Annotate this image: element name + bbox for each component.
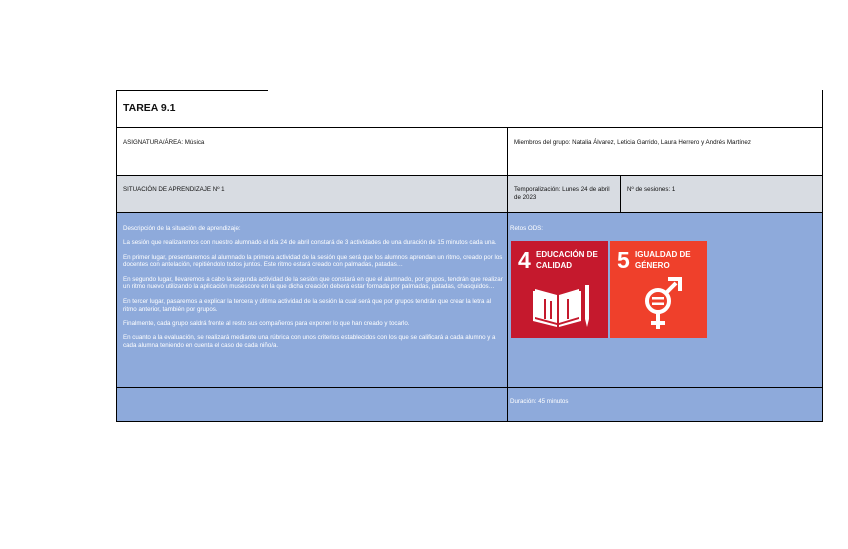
subject-label: ASIGNATURA/ÁREA: Música xyxy=(123,139,205,146)
duration-row xyxy=(116,387,822,421)
situation-label: SITUACIÓN DE APRENDIZAJE Nº 1 xyxy=(123,186,225,193)
grid-line xyxy=(116,212,823,213)
grid-line xyxy=(116,387,823,388)
sdg-4-title: EDUCACIÓN DE CALIDAD xyxy=(536,250,598,270)
title-top-rule xyxy=(116,90,268,91)
description-paragraph: En tercer lugar, pasaremos a explicar la tercera y última actividad de la sesión la cual será que por grupos tendrán que crear la letra al ritmo anterior, también por grupos. xyxy=(123,297,492,313)
group-members: Miembros del grupo: Natalia Álvarez, Leticia Garrido, Laura Herrero y Andrés Martínez xyxy=(514,139,751,146)
grid-line xyxy=(116,90,117,422)
task-title: TAREA 9.1 xyxy=(123,102,176,114)
description-row xyxy=(116,212,822,387)
book-pencil-icon xyxy=(511,241,608,338)
description-heading: Descripción de la situación de aprendizaje: xyxy=(123,225,241,232)
grid-line xyxy=(507,127,508,422)
description-block xyxy=(123,225,503,356)
sdg-5-number: 5 xyxy=(617,247,630,273)
description-paragraph: En segundo lugar, llevaremos a cabo la segunda actividad de la sesión que constará en que el alumnado, por grupos, tendrán que realizar un ritmo nuevo utilizando la aplicación musescore en la que dicha creación deberá estar formada por palmadas, patadas, chasquidos… xyxy=(123,275,503,291)
grid-line xyxy=(116,421,823,422)
description-paragraph: Finalmente, cada grupo saldrá frente al resto sus compañeros para exponer lo que han creado y tocarlo. xyxy=(123,319,410,327)
header-row xyxy=(116,127,822,175)
grid-line xyxy=(822,90,823,422)
description-paragraph: La sesión que realizaremos con nuestro alumnado el día 24 de abril constará de 3 actividades de una duración de 15 minutos cada una. xyxy=(123,239,497,247)
description-paragraph: En primer lugar, presentaremos al alumnado la primera actividad de la sesión que será que los alumnos aprendan un ritmo, creado por los docentes con antelación, repitiéndolo todos juntos. Este ritmo estará creado con palmadas, patadas… xyxy=(123,253,503,269)
grid-line xyxy=(620,175,621,212)
description-paragraph: En cuanto a la evaluación, se realizará mediante una rúbrica con unos criterios establecidos con los que se calificará a cada alumno y a cada alumna teniendo en cuenta el caso de cada niño/a. xyxy=(123,334,496,349)
grid-line xyxy=(116,175,823,176)
duration-label: Duración: 45 minutos xyxy=(510,398,569,405)
ods-label: Retos ODS: xyxy=(510,225,544,232)
gender-equality-icon xyxy=(610,241,707,338)
sdg-4-number: 4 xyxy=(518,247,531,273)
grid-line xyxy=(116,127,823,128)
sdg-5-title: IGUALDAD DE GÉNERO xyxy=(635,250,691,270)
sdg-4-tile xyxy=(511,241,608,338)
sessions-label: Nº de sesiones: 1 xyxy=(627,186,676,193)
sdg-5-tile xyxy=(610,241,707,338)
timing-label: Temporalización: Lunes 24 de abril de 2023 xyxy=(514,186,610,201)
situation-row xyxy=(116,175,822,212)
